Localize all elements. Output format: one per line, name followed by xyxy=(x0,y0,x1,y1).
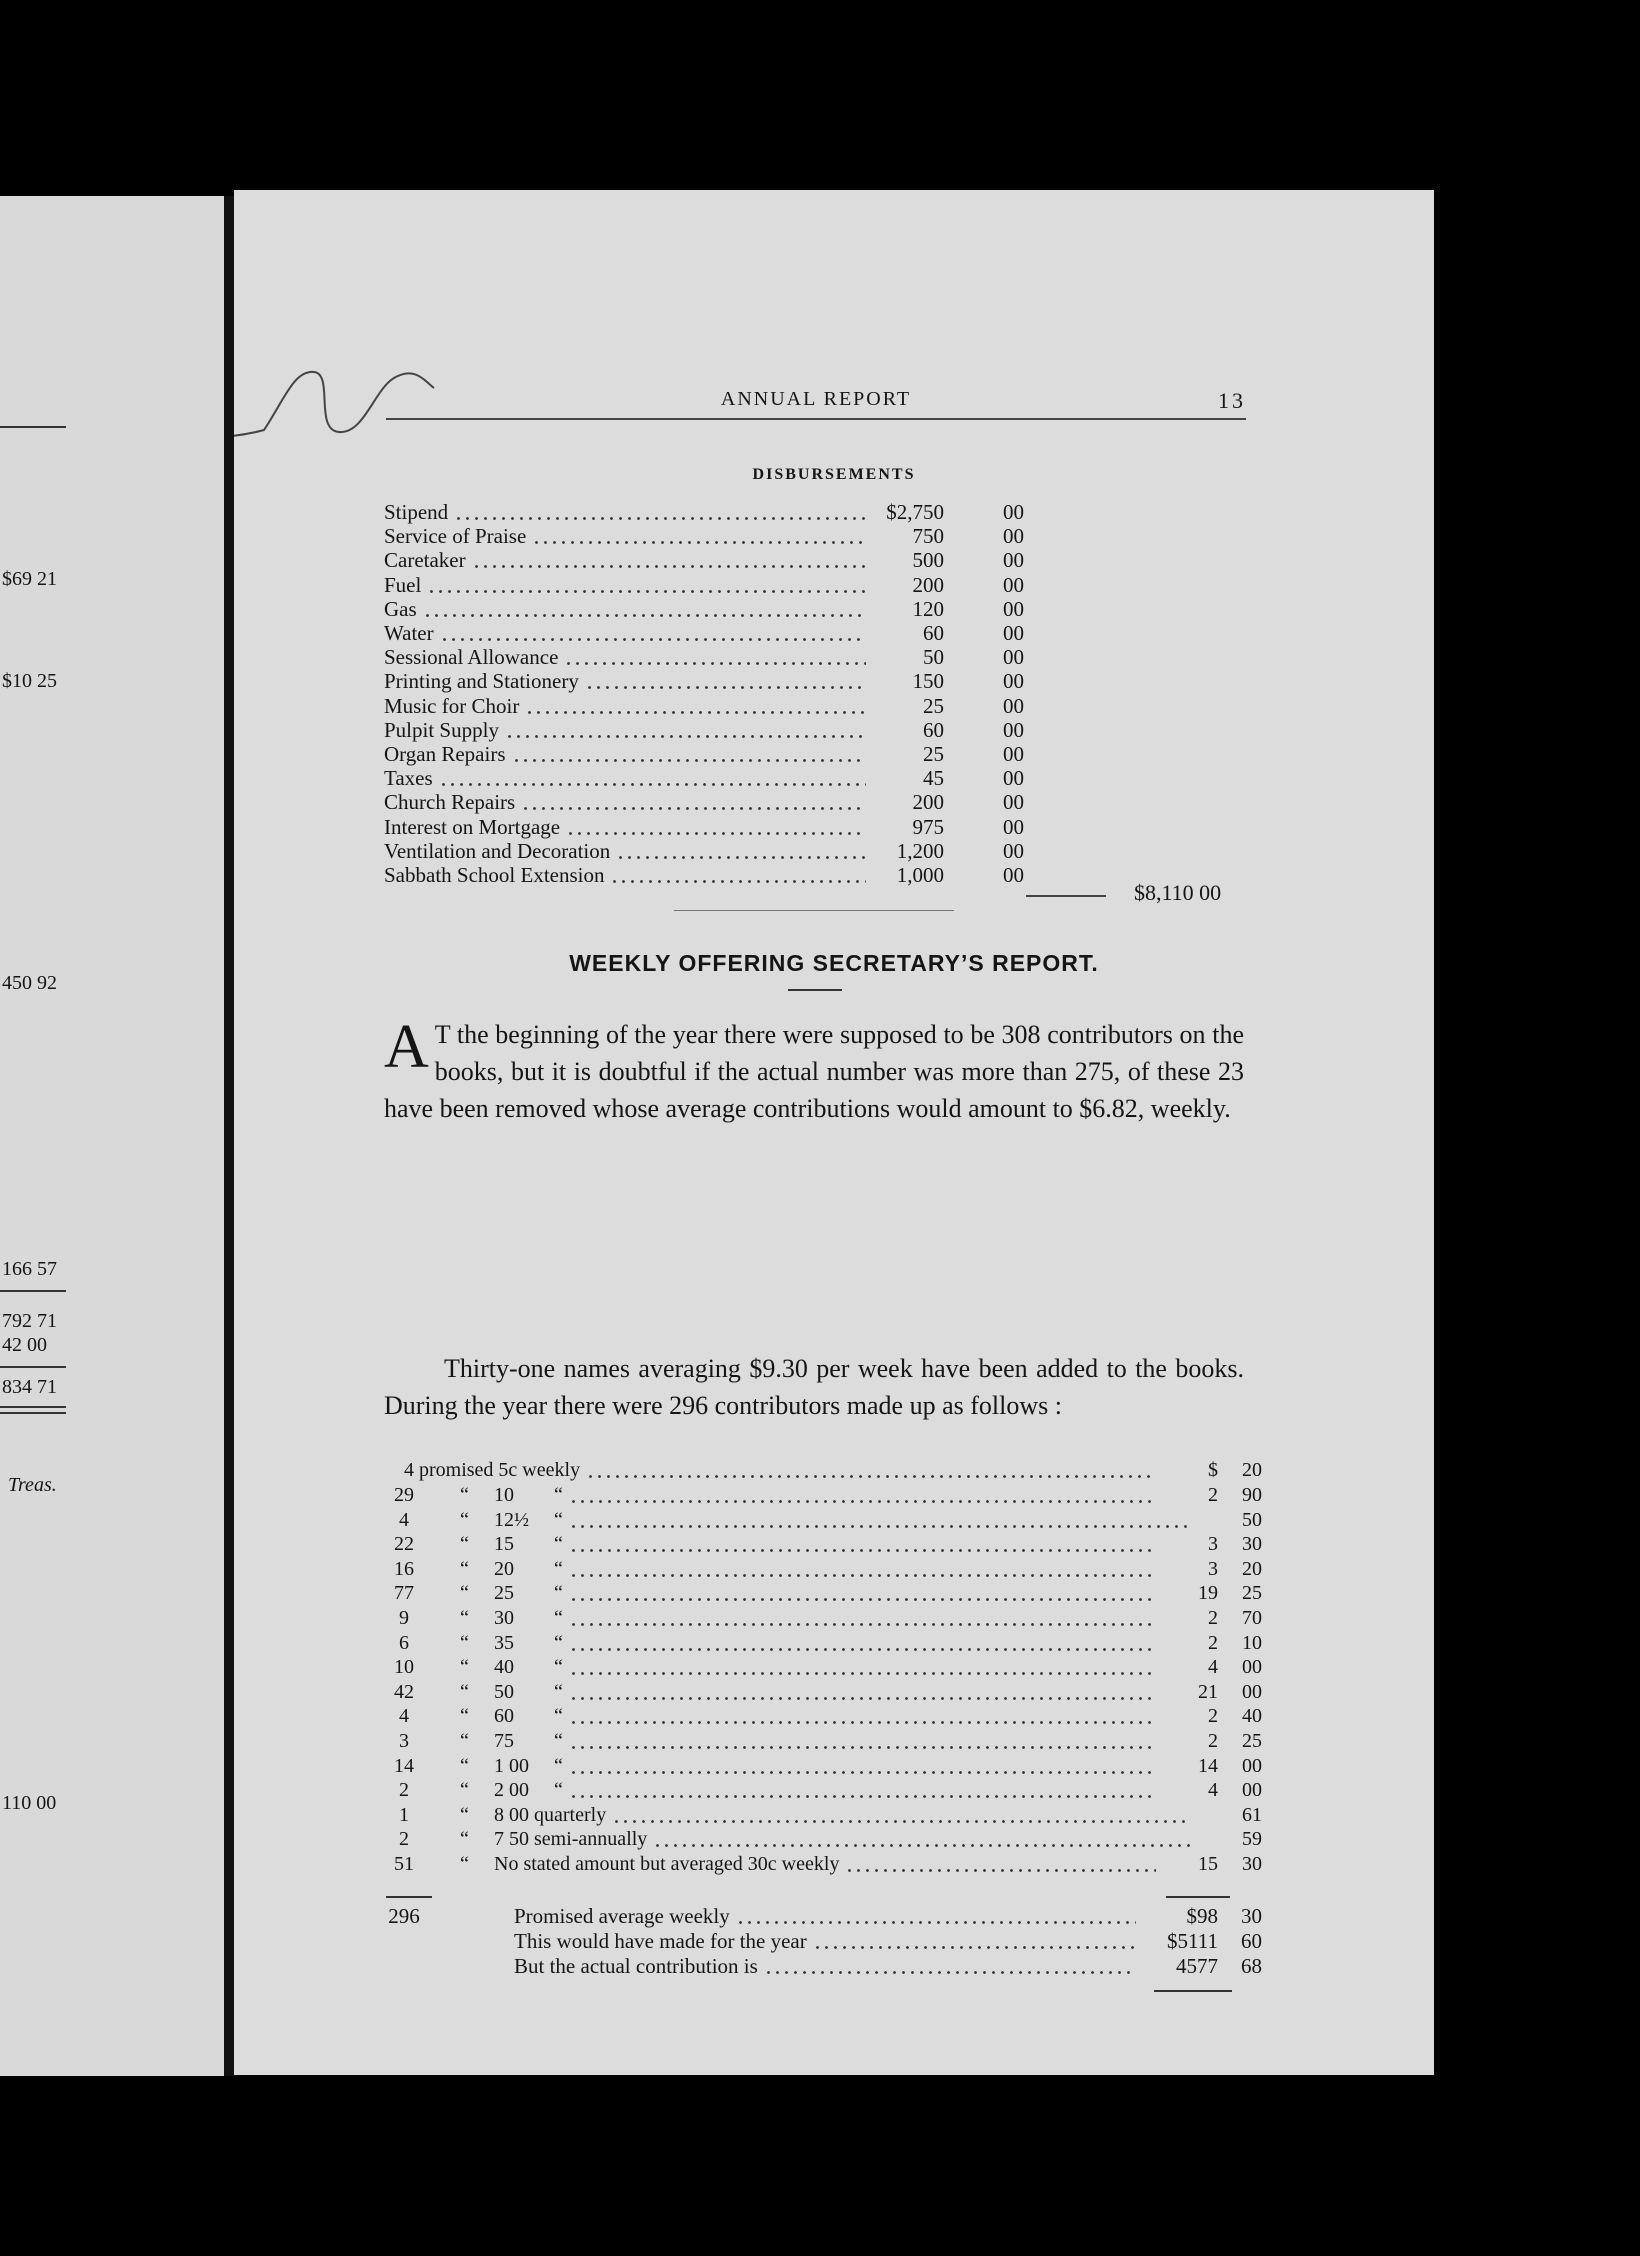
leader-dots xyxy=(569,1680,1156,1704)
left-amount: 42 00 xyxy=(2,1334,47,1356)
contributor-row xyxy=(384,1532,1384,1556)
leader-dots xyxy=(569,1778,1156,1802)
summary-dollars: $98 xyxy=(1186,1904,1218,1928)
contribution-amount: 1 00 xyxy=(494,1754,529,1777)
contributor-row xyxy=(384,1508,1384,1532)
paragraph-1-text: T the beginning of the year there were supposed to be 308 contributors on the books, but it is doubtful if the actual number was more than 275, of these 23 have been removed whose average contributions would amount to $6.82, weekly. xyxy=(384,1020,1244,1123)
ditto-mark: “ xyxy=(460,1680,469,1703)
contributor-count: 1 xyxy=(399,1803,409,1826)
disbursement-dollars: 150 xyxy=(912,669,944,694)
ditto-mark: “ xyxy=(554,1680,563,1703)
contributor-row xyxy=(384,1483,1384,1507)
contribution-amount: 30 xyxy=(494,1607,514,1629)
ditto-mark: “ xyxy=(460,1607,469,1629)
ditto-mark: “ xyxy=(460,1779,469,1802)
contributor-cents: 70 xyxy=(1242,1607,1262,1629)
contributor-cents: 00 xyxy=(1242,1680,1262,1703)
contributor-row xyxy=(384,1606,1384,1630)
disbursement-row xyxy=(384,597,1024,621)
disbursement-dollars: 750 xyxy=(912,524,944,549)
contributor-row xyxy=(384,1729,1384,1753)
report-title: WEEKLY OFFERING SECRETARY’S REPORT. xyxy=(569,950,1099,976)
ditto-mark: “ xyxy=(554,1533,563,1556)
leader-dots xyxy=(653,1827,1190,1851)
summary-label: Promised average weekly xyxy=(514,1904,730,1928)
disbursement-label: Sessional Allowance xyxy=(384,645,559,670)
contributor-dollars: 4 xyxy=(1208,1779,1218,1802)
contributor-row xyxy=(384,1704,1384,1728)
leader-dots xyxy=(610,863,866,887)
disbursement-row xyxy=(384,766,1024,790)
contributor-row xyxy=(384,1778,1384,1802)
contributor-cents: 00 xyxy=(1242,1754,1262,1777)
contributor-dollars: 4 xyxy=(1208,1656,1218,1679)
ditto-mark: “ xyxy=(460,1631,469,1654)
contributor-cents: 59 xyxy=(1242,1828,1262,1851)
contributor-dollars: 2 xyxy=(1208,1730,1218,1752)
contributor-count: 2 xyxy=(399,1828,409,1851)
leader-dots xyxy=(569,1557,1156,1581)
disbursements-total: $8,110 00 xyxy=(1134,880,1222,905)
disbursement-cents: 00 xyxy=(1003,524,1024,549)
disbursement-dollars: 1,000 xyxy=(896,863,944,887)
disbursement-cents: 00 xyxy=(1003,693,1024,718)
left-rule xyxy=(0,1412,66,1414)
ditto-mark: “ xyxy=(460,1484,469,1506)
contributor-label: 4 promised 5c weekly xyxy=(404,1459,581,1481)
ditto-mark: “ xyxy=(460,1754,469,1777)
leader-dots xyxy=(569,1532,1156,1556)
summary-row xyxy=(384,1904,1384,1929)
leader-dots xyxy=(764,1954,1136,1978)
contributor-cents: 90 xyxy=(1242,1484,1262,1506)
leader-dots xyxy=(569,1729,1156,1753)
title-rule xyxy=(788,989,842,991)
ditto-mark: “ xyxy=(460,1533,469,1556)
contributor-count: 10 xyxy=(394,1656,414,1679)
left-page xyxy=(0,196,232,2076)
leader-dots xyxy=(532,524,866,548)
final-rule xyxy=(1154,1990,1232,1992)
report-paragraph-2 xyxy=(384,1350,1244,1424)
contributor-dollars: $ xyxy=(1208,1459,1218,1481)
contribution-amount: 2 00 xyxy=(494,1779,529,1802)
ditto-mark: “ xyxy=(554,1779,563,1802)
leader-dots xyxy=(440,621,866,645)
contributor-cents: 20 xyxy=(1242,1459,1262,1481)
disbursement-dollars: 120 xyxy=(912,596,944,621)
leader-dots xyxy=(512,742,867,766)
disbursement-label: Stipend xyxy=(384,500,449,524)
disbursement-row xyxy=(384,573,1024,597)
summary-cents: 68 xyxy=(1241,1954,1262,1978)
contributor-dollars: 2 xyxy=(1208,1607,1218,1629)
contribution-amount: 12½ xyxy=(494,1508,529,1531)
disbursements-title: DISBURSEMENTS xyxy=(752,466,916,483)
ditto-mark: “ xyxy=(460,1803,469,1826)
contributor-dollars: 2 xyxy=(1208,1631,1218,1654)
contribution-amount: 25 xyxy=(494,1582,514,1605)
disbursement-cents: 00 xyxy=(1003,572,1024,597)
leader-dots xyxy=(505,718,866,742)
contributor-cents: 25 xyxy=(1242,1582,1262,1605)
disbursement-row xyxy=(384,815,1024,839)
leader-dots xyxy=(569,1508,1190,1532)
contributor-dollars: 19 xyxy=(1198,1582,1218,1605)
disbursement-cents: 00 xyxy=(1003,742,1024,766)
disbursement-cents: 00 xyxy=(1003,548,1024,573)
contribution-amount: 75 xyxy=(494,1730,514,1752)
disbursement-row xyxy=(384,669,1024,693)
left-amount: $69 21 xyxy=(2,568,57,590)
disbursement-label: Ventilation and Decoration xyxy=(384,838,611,863)
disbursement-row xyxy=(384,742,1024,766)
ditto-mark: “ xyxy=(554,1508,563,1531)
summary-dollars: $5111 xyxy=(1167,1929,1218,1953)
contributor-count: 22 xyxy=(394,1533,414,1556)
disbursement-cents: 00 xyxy=(1003,838,1024,863)
drop-cap: A xyxy=(384,1013,429,1081)
disbursement-cents: 00 xyxy=(1003,790,1024,815)
left-header-rule xyxy=(0,426,66,428)
leader-dots xyxy=(586,1458,1156,1482)
contributor-row xyxy=(384,1680,1384,1704)
ditto-mark: “ xyxy=(554,1607,563,1629)
disbursement-dollars: $2,750 xyxy=(886,500,944,524)
disbursement-dollars: 25 xyxy=(923,742,944,766)
contributor-cents: 20 xyxy=(1242,1557,1262,1580)
disbursement-label: Organ Repairs xyxy=(384,742,506,766)
contributor-cents: 10 xyxy=(1242,1631,1262,1654)
leader-dots xyxy=(585,669,866,693)
disbursement-label: Taxes xyxy=(384,766,433,791)
contributor-dollars: 15 xyxy=(1198,1853,1218,1875)
contributor-cents: 30 xyxy=(1242,1533,1262,1556)
leader-dots xyxy=(845,1852,1156,1876)
leader-dots xyxy=(569,1483,1156,1507)
leader-dots xyxy=(616,839,866,863)
leader-dots xyxy=(569,1704,1156,1728)
disbursement-row xyxy=(384,790,1024,814)
contributor-cents: 40 xyxy=(1242,1705,1262,1728)
total-rule xyxy=(1026,895,1106,897)
contributor-cents: 00 xyxy=(1242,1656,1262,1679)
disbursement-cents: 00 xyxy=(1003,621,1024,645)
ditto-mark: “ xyxy=(460,1582,469,1605)
contributor-count: 51 xyxy=(394,1853,414,1875)
contributor-row xyxy=(384,1754,1384,1778)
contributor-count: 16 xyxy=(394,1557,414,1580)
disbursement-dollars: 200 xyxy=(912,572,944,597)
ditto-mark: “ xyxy=(554,1705,563,1728)
leader-dots xyxy=(472,548,866,572)
disbursement-label: Service of Praise xyxy=(384,524,527,549)
leader-dots xyxy=(569,1581,1156,1605)
contributor-row xyxy=(384,1557,1384,1581)
contributor-count: 9 xyxy=(399,1607,409,1629)
running-header xyxy=(386,388,1246,420)
contribution-amount: 50 xyxy=(494,1680,514,1703)
disbursement-dollars: 60 xyxy=(923,621,944,645)
disbursement-label: Pulpit Supply xyxy=(384,717,499,742)
disbursement-label: Fuel xyxy=(384,572,422,597)
section-separator xyxy=(674,910,954,911)
contribution-amount: 7 50 semi-annually xyxy=(494,1828,648,1851)
summary-dollars: 4577 xyxy=(1176,1954,1218,1978)
contribution-amount: 35 xyxy=(494,1631,514,1654)
contributor-count: 42 xyxy=(394,1680,414,1703)
disbursement-row xyxy=(384,524,1024,548)
contributor-count: 6 xyxy=(399,1631,409,1654)
disbursement-cents: 00 xyxy=(1003,645,1024,670)
leader-dots xyxy=(427,573,866,597)
left-amount: 166 57 xyxy=(2,1258,57,1280)
ditto-mark: “ xyxy=(554,1557,563,1580)
disbursement-row xyxy=(384,839,1024,863)
leader-dots xyxy=(612,1803,1190,1827)
leader-dots xyxy=(569,1631,1156,1655)
contributor-row xyxy=(384,1581,1384,1605)
leader-dots xyxy=(525,694,866,718)
disbursement-row xyxy=(384,548,1024,572)
leader-dots xyxy=(439,766,866,790)
disbursement-label: Interest on Mortgage xyxy=(384,814,561,839)
left-treas-label: Treas. xyxy=(8,1474,57,1496)
disbursement-label: Sabbath School Extension xyxy=(384,863,605,887)
disbursement-cents: 00 xyxy=(1003,669,1024,694)
left-amount: $10 25 xyxy=(2,670,57,692)
disbursement-cents: 00 xyxy=(1003,717,1024,742)
leader-dots xyxy=(521,790,866,814)
ditto-mark: “ xyxy=(554,1730,563,1752)
contributor-dollars: 3 xyxy=(1208,1533,1218,1556)
ditto-mark: “ xyxy=(460,1508,469,1531)
disbursement-cents: 00 xyxy=(1003,500,1024,524)
contributor-count: 4 xyxy=(399,1508,409,1531)
contributor-dollars: 14 xyxy=(1198,1754,1218,1777)
disbursement-row xyxy=(384,645,1024,669)
disbursement-dollars: 45 xyxy=(923,766,944,791)
ditto-mark: “ xyxy=(460,1705,469,1728)
contributor-cents: 00 xyxy=(1242,1779,1262,1802)
contribution-amount: 15 xyxy=(494,1533,514,1556)
disbursement-label: Printing and Stationery xyxy=(384,669,579,694)
ditto-mark: “ xyxy=(460,1853,469,1875)
count-rule xyxy=(386,1896,432,1898)
ditto-mark: “ xyxy=(460,1557,469,1580)
summary-label: But the actual contribution is xyxy=(514,1954,758,1978)
left-amount: 792 71 xyxy=(2,1310,57,1332)
disbursement-row xyxy=(384,500,1024,524)
disbursement-label: Music for Choir xyxy=(384,693,520,718)
disbursement-dollars: 200 xyxy=(912,790,944,815)
disbursement-cents: 00 xyxy=(1003,814,1024,839)
contributor-row xyxy=(384,1803,1384,1827)
contributor-dollars: 3 xyxy=(1208,1557,1218,1580)
ditto-mark: “ xyxy=(460,1656,469,1679)
leader-dots xyxy=(569,1655,1156,1679)
ditto-mark: “ xyxy=(460,1730,469,1752)
contributor-count: 4 xyxy=(399,1705,409,1728)
contribution-amount: 20 xyxy=(494,1557,514,1580)
disbursement-label: Gas xyxy=(384,596,417,621)
disbursement-cents: 00 xyxy=(1003,766,1024,791)
contributor-cents: 30 xyxy=(1242,1853,1262,1875)
leader-dots xyxy=(736,1904,1136,1928)
leader-dots xyxy=(423,597,866,621)
page-number: 13 xyxy=(1218,388,1246,413)
disbursement-cents: 00 xyxy=(1003,596,1024,621)
disbursement-cents: 00 xyxy=(1003,863,1024,887)
contributor-dollars: 2 xyxy=(1208,1705,1218,1728)
summary-label: This would have made for the year xyxy=(514,1929,807,1953)
leader-dots xyxy=(454,500,866,524)
disbursement-row xyxy=(384,694,1024,718)
contributor-count: 77 xyxy=(394,1582,414,1605)
disbursement-row xyxy=(384,621,1024,645)
contributor-row xyxy=(384,1827,1384,1851)
contributor-dollars: 2 xyxy=(1208,1484,1218,1506)
summary-row xyxy=(384,1954,1384,1979)
contribution-amount: No stated amount but averaged 30c weekly xyxy=(494,1853,840,1875)
summary-cents: 30 xyxy=(1241,1904,1262,1928)
disbursement-dollars: 60 xyxy=(923,717,944,742)
leader-dots xyxy=(566,815,866,839)
amount-rule xyxy=(1166,1896,1230,1898)
summary-cents: 60 xyxy=(1241,1929,1262,1953)
total-count: 296 xyxy=(388,1904,420,1928)
contribution-amount: 8 00 quarterly xyxy=(494,1803,607,1826)
ditto-mark: “ xyxy=(554,1631,563,1654)
paragraph-2-text: Thirty-one names averaging $9.30 per week have been added to the books. During the year there were 296 contributors made up as follows : xyxy=(384,1354,1244,1420)
left-amount: 834 71 xyxy=(2,1376,57,1398)
disbursement-dollars: 1,200 xyxy=(896,838,944,863)
contribution-amount: 60 xyxy=(494,1705,514,1728)
contributor-cents: 25 xyxy=(1242,1730,1262,1752)
disbursement-label: Water xyxy=(384,621,434,645)
leader-dots xyxy=(569,1606,1156,1630)
disbursement-dollars: 50 xyxy=(923,645,944,670)
contributor-row xyxy=(384,1852,1384,1876)
contributor-row xyxy=(384,1631,1384,1655)
contributor-cents: 50 xyxy=(1242,1508,1262,1531)
ditto-mark: “ xyxy=(554,1582,563,1605)
summary-row xyxy=(384,1929,1384,1954)
left-amount: 110 00 xyxy=(2,1792,57,1814)
ditto-mark: “ xyxy=(554,1484,563,1506)
disbursement-dollars: 975 xyxy=(912,814,944,839)
right-page xyxy=(234,190,1434,2075)
ditto-mark: “ xyxy=(460,1828,469,1851)
disbursement-dollars: 500 xyxy=(912,548,944,573)
leader-dots xyxy=(569,1754,1156,1778)
disbursement-row xyxy=(384,718,1024,742)
contributor-row xyxy=(384,1458,1384,1482)
ditto-mark: “ xyxy=(554,1656,563,1679)
disbursement-dollars: 25 xyxy=(923,693,944,718)
left-amount: 450 92 xyxy=(2,972,57,994)
left-rule xyxy=(0,1406,66,1408)
left-rule xyxy=(0,1290,66,1292)
disbursement-label: Caretaker xyxy=(384,548,466,573)
contribution-amount: 10 xyxy=(494,1484,514,1506)
disbursement-label: Church Repairs xyxy=(384,790,516,815)
header-title: ANNUAL REPORT xyxy=(720,388,912,410)
contribution-amount: 40 xyxy=(494,1656,514,1679)
disbursement-row xyxy=(384,863,1024,887)
contributor-row xyxy=(384,1655,1384,1679)
leader-dots xyxy=(813,1929,1136,1953)
contributor-count: 2 xyxy=(399,1779,409,1802)
contributor-count: 3 xyxy=(399,1730,409,1752)
contributor-count: 29 xyxy=(394,1484,414,1506)
left-rule xyxy=(0,1366,66,1368)
contributor-cents: 61 xyxy=(1242,1803,1262,1826)
contributor-count: 14 xyxy=(394,1754,414,1777)
ditto-mark: “ xyxy=(554,1754,563,1777)
leader-dots xyxy=(564,645,866,669)
report-paragraph-1 xyxy=(384,1013,1244,1127)
contributor-dollars: 21 xyxy=(1198,1680,1218,1703)
